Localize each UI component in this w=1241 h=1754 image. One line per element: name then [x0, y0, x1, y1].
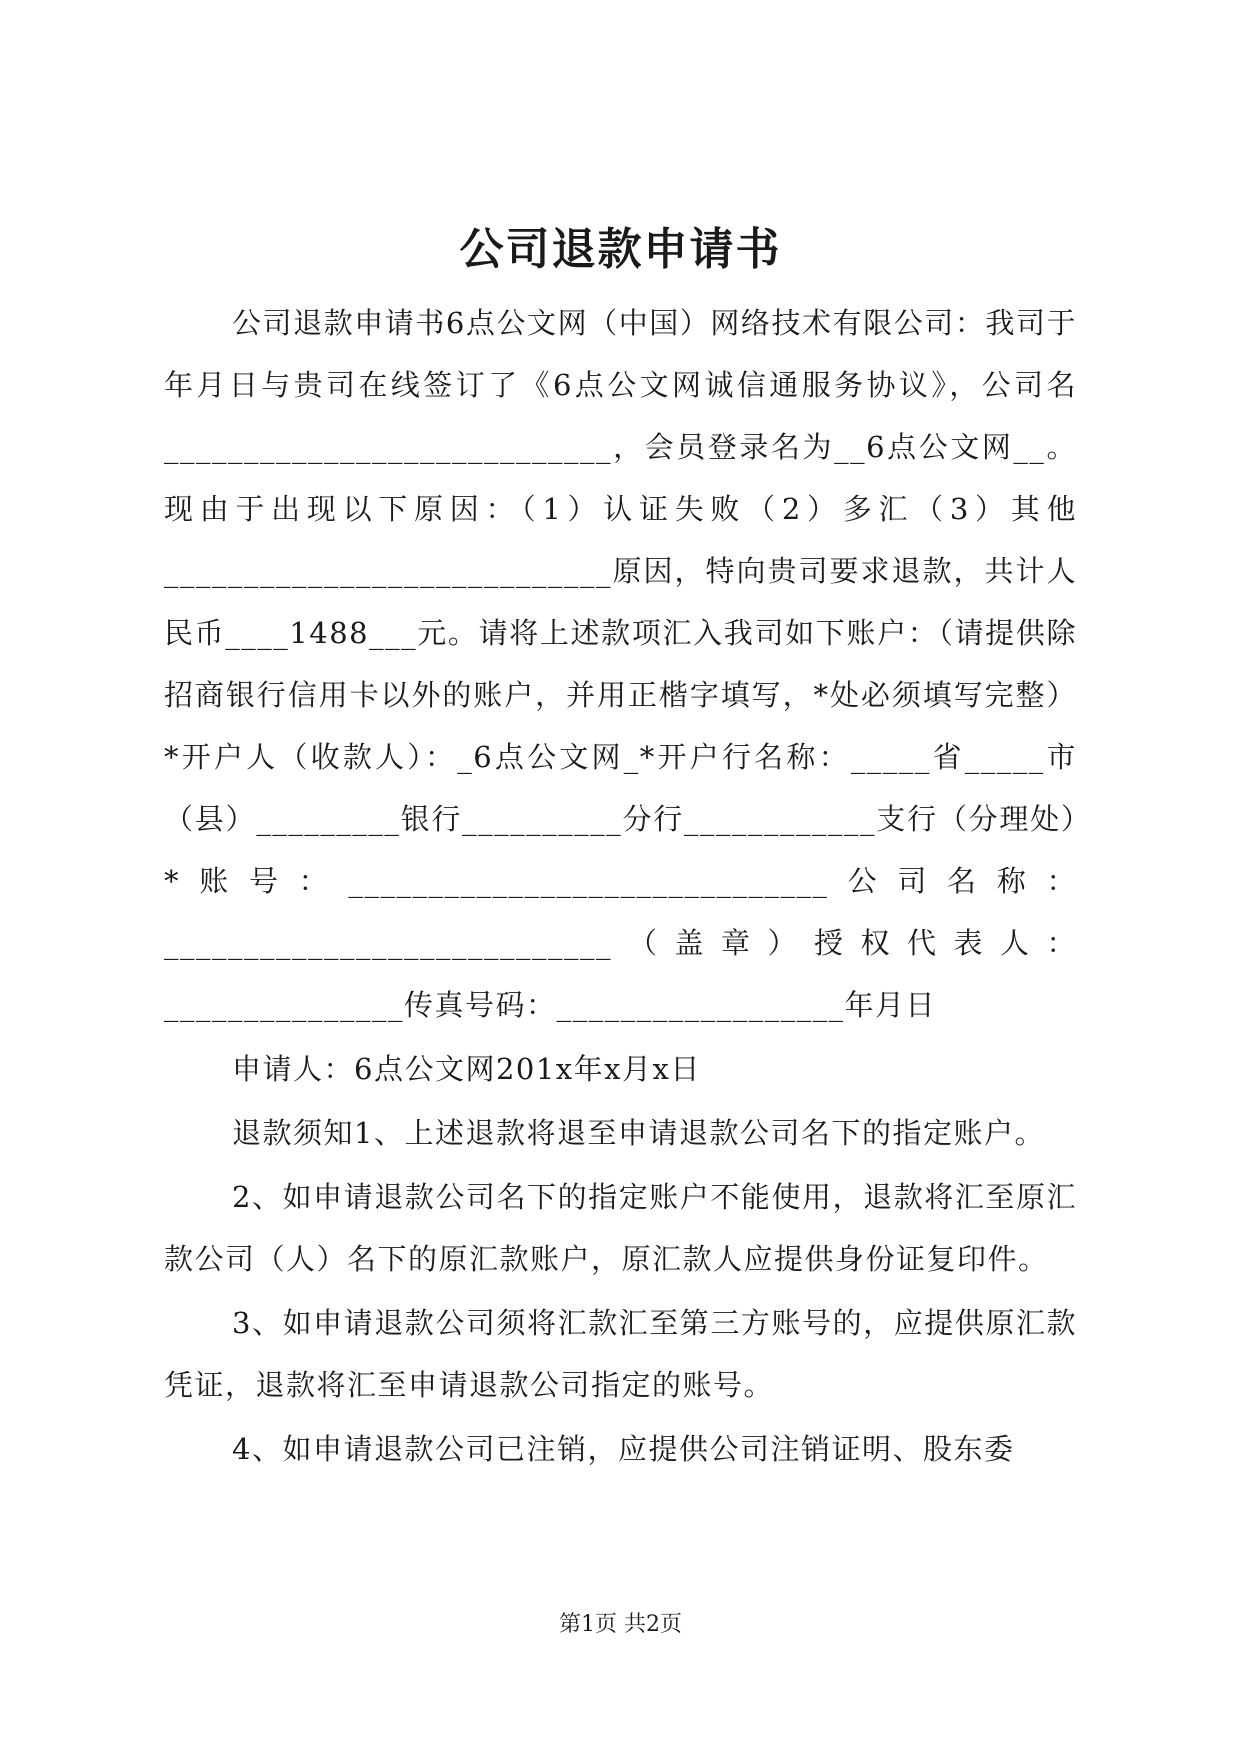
page-number-footer: 第1页 共2页	[559, 1612, 682, 1637]
paragraph-notice-3: 3、如申请退款公司须将汇款汇至第三方账号的，应提供原汇款凭证，退款将汇至申请退款公司指定的账号。	[164, 1306, 1077, 1402]
document-body	[164, 292, 1077, 1480]
paragraph-applicant: 申请人：6点公文网201x年x月x日	[232, 1052, 701, 1086]
paragraph-notice-1: 退款须知1、上述退款将退至申请退款公司名下的指定账户。	[232, 1116, 1045, 1150]
paragraph-application-body: 公司退款申请书6点公文网（中国）网络技术有限公司：我司于年月日与贵司在线签订了《6点公文网诚信通服务协议》，公司名____________________________，会员登录名为__6点公文网__。现由于出现以下原因：（1）认证失败（2）多汇（3）其他____________________________原因，特向贵司要求退款，共计人民币____1488___元。请将上述款项汇入我司如下账户：（请提供除招商银行信用卡以外的账户，并用正楷字填写，*处必须填写完整）*开户人（收款人）：_6点公文网_*开户行名称：_____省_____市（县）_________银行__________分行____________支行（分理处）*账号：______________________________公司名称：____________________________（盖章）授权代表人：_______________传真号码：__________________年月日	[164, 306, 1077, 1022]
paragraph-notice-2: 2、如申请退款公司名下的指定账户不能使用，退款将汇至原汇款公司（人）名下的原汇款账户，原汇款人应提供身份证复印件。	[164, 1180, 1077, 1276]
document-title: 公司退款申请书	[459, 224, 782, 275]
paragraph-notice-4: 4、如申请退款公司已注销，应提供公司注销证明、股东委	[232, 1432, 1015, 1466]
